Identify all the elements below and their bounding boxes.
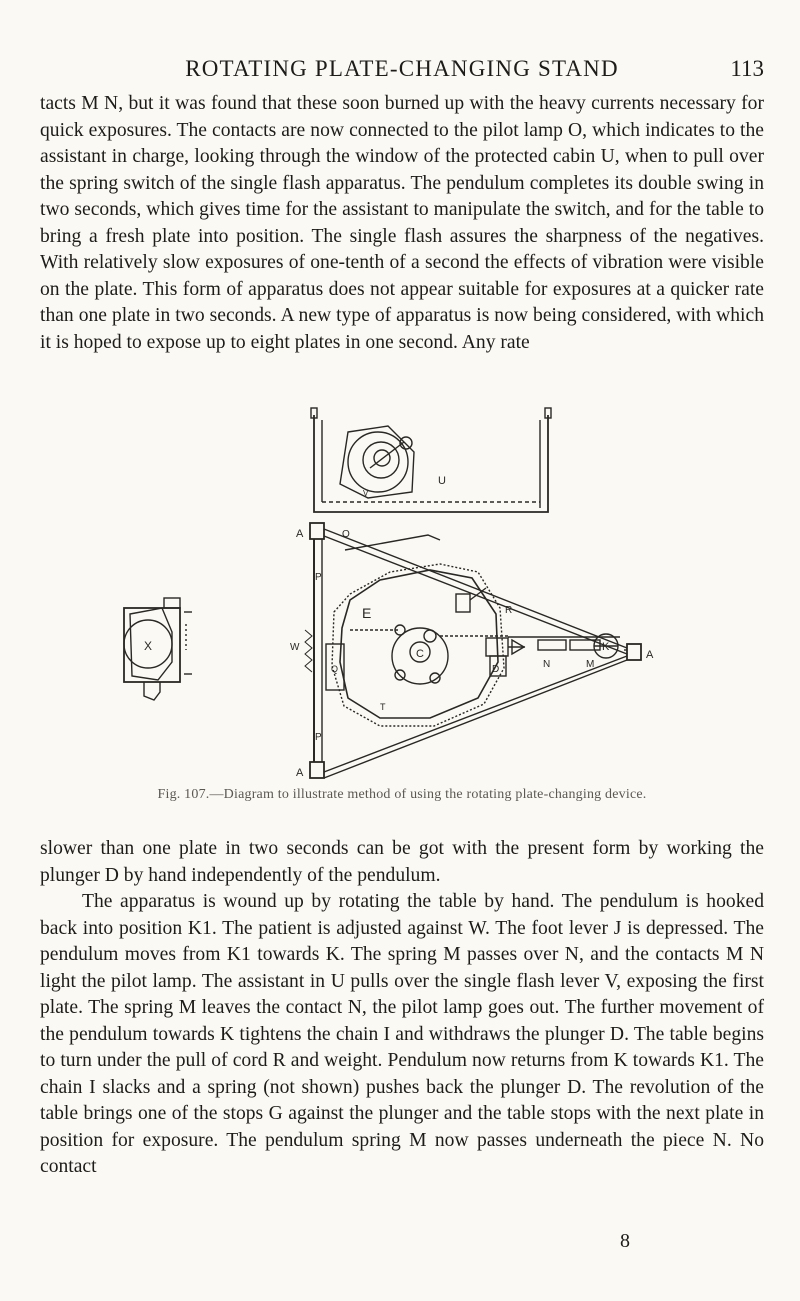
label-a-bottom: A — [296, 767, 304, 779]
body-paragraph-2 — [40, 836, 764, 1181]
label-u: U — [438, 475, 446, 487]
page-number: 113 — [730, 56, 764, 81]
label-m: M — [586, 659, 595, 670]
paragraph-text: The apparatus is wound up by rotating the table by hand. The pendulum is hooked back into position K1. The patient is adjusted against W. The foot lever J is depressed. The pendulum moves from K1 towards K. The spring M passes over N, and the contacts M N light the pilot lamp. The assistant in U pulls over the single flash lever V, exposing the first plate. The spring M leaves the contact N, the pilot lamp goes out. The further movement of the pendulum towards K tightens the chain I and withdraws the plunger D. The table begins to turn under the pull of cord R and weight. Pendulum now returns from K towards K1. The chain I slacks and a spring (not shown) pushes back the plunger D. The revolution of the table brings one of the stops G against the plunger and the table stops with the next plate in position for exposure. The pendulum spring M now passes underneath the piece N. No contact — [40, 891, 764, 1177]
label-p-top: P — [315, 572, 322, 583]
running-head — [40, 56, 764, 86]
body-paragraph-1 — [40, 91, 764, 356]
rotating-table — [305, 523, 641, 778]
label-p-bottom: P — [315, 732, 322, 743]
label-a-right: A — [646, 649, 654, 661]
label-q: Q — [331, 664, 339, 674]
figure-caption: Fig. 107.—Diagram to illustrate method of using the rotating plate-changing device. — [157, 787, 647, 802]
side-view-x — [124, 598, 192, 700]
label-a-top: A — [296, 528, 304, 540]
cabin-u — [311, 408, 551, 512]
label-e: E — [362, 605, 372, 621]
signature-mark: 8 — [620, 1230, 630, 1252]
label-w: W — [290, 642, 300, 653]
paragraph-text: tacts M N, but it was found that these soon burned up with the heavy currents necessary for quick exposures. The contacts are now connected to the pilot lamp O, which indicates to the assistant in charge, looking through the window of the protected cabin U, when to pull over the spring switch of the single flash apparatus. The pendulum completes its double swing in two seconds, which gives time for the assistant to manipulate the switch, and for the table to bring a fresh plate into position. The single flash assures the sharpness of the negatives. With relatively slow exposures of one-tenth of a second the effects of vibration were visible on the plate. This form of apparatus does not appear suitable for exposures at a quicker rate than one plate in two seconds. A new type of apparatus is now being considered, with which it is hoped to expose up to eight plates in one second. Any rate — [40, 93, 764, 353]
label-d: D — [492, 664, 500, 675]
label-r: R — [505, 605, 513, 616]
label-c: C — [416, 648, 424, 660]
label-v: V — [363, 489, 369, 498]
label-x: X — [144, 639, 153, 653]
label-k: K — [602, 641, 610, 653]
label-o: O — [342, 529, 350, 540]
label-n: N — [543, 659, 551, 670]
paragraph-text: slower than one plate in two seconds can be got with the present form by working the plunger D by hand independently of the pendulum. — [40, 838, 764, 886]
diagram-figure — [100, 400, 700, 785]
running-title: ROTATING PLATE-CHANGING STAND — [185, 56, 619, 81]
label-t: T — [380, 702, 386, 712]
